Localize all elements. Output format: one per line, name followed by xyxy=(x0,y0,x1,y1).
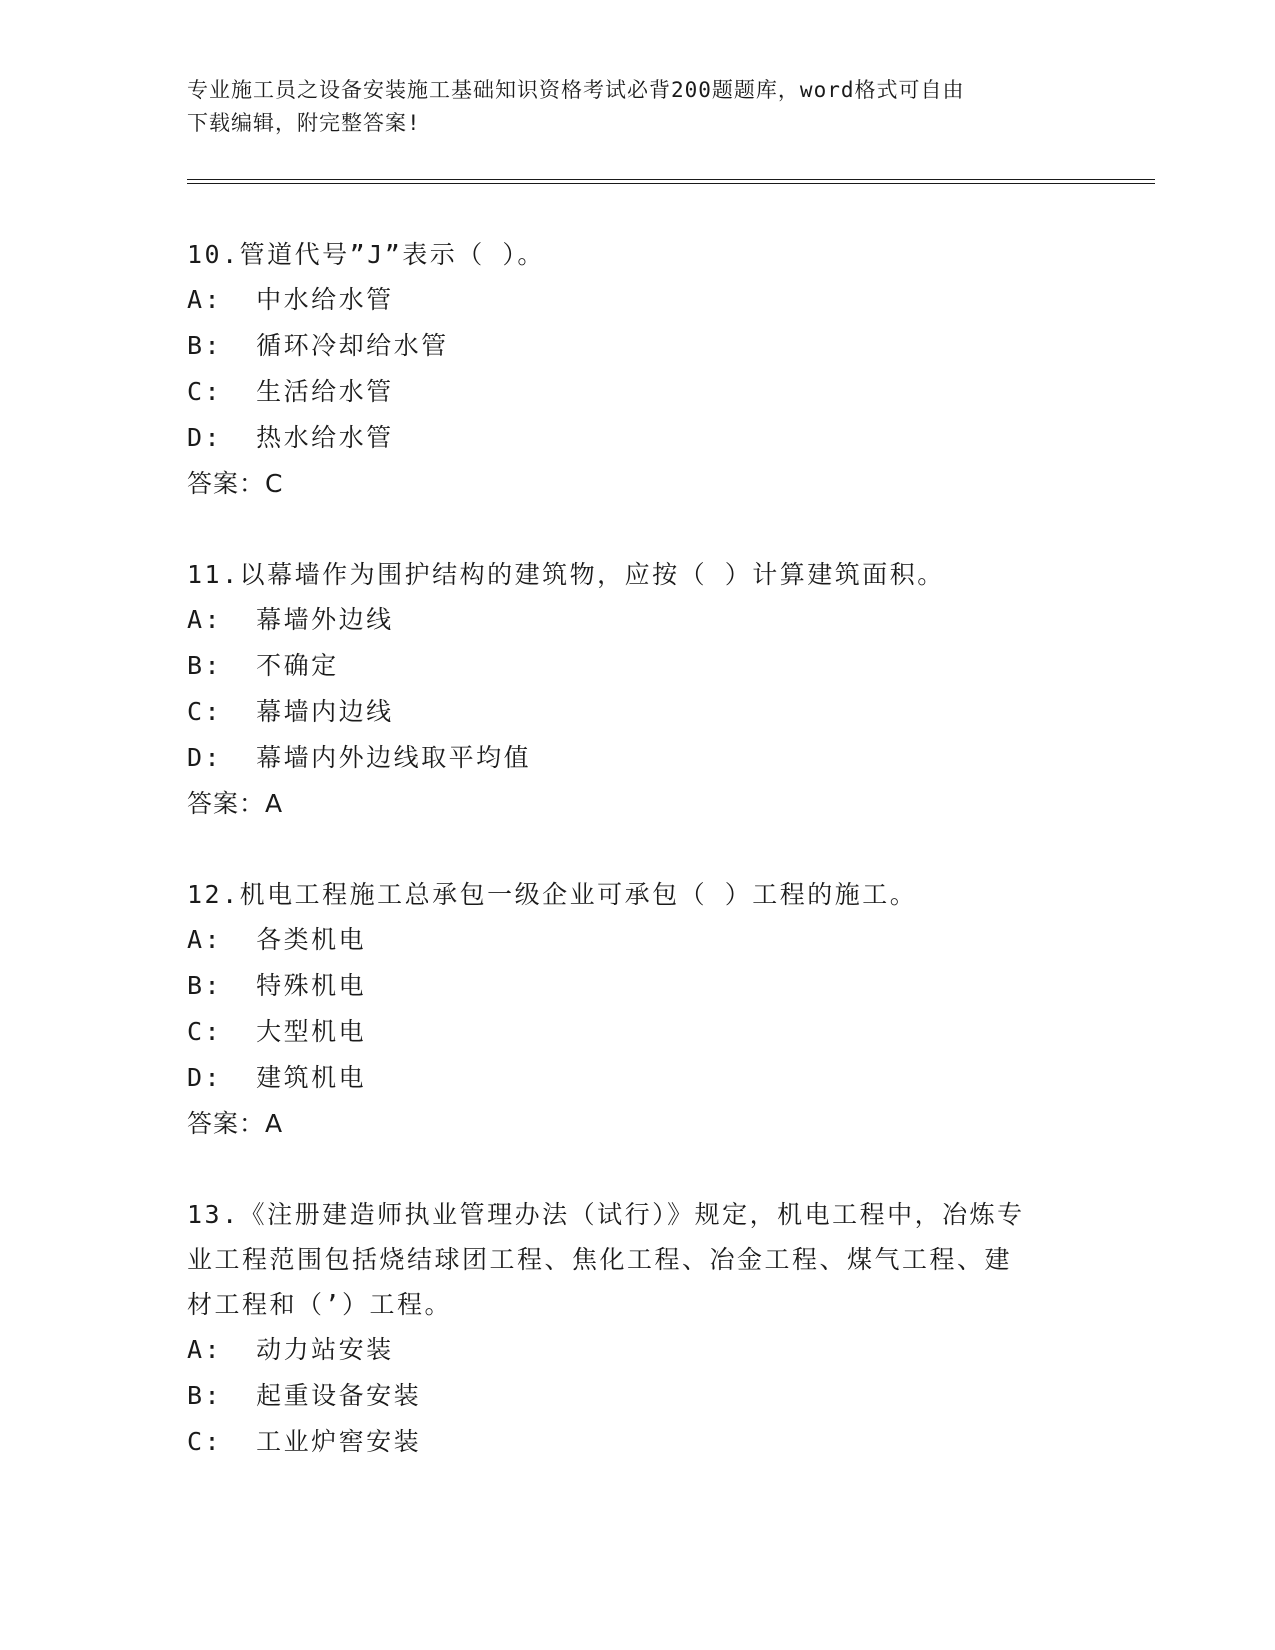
option-text: 循环冷却给水管 xyxy=(256,331,449,360)
option-text: 大型机电 xyxy=(256,1017,367,1046)
question-11 xyxy=(187,552,1087,827)
question-13 xyxy=(187,1192,1087,1465)
option-d xyxy=(187,735,1087,781)
option-text: 各类机电 xyxy=(256,925,367,954)
header-divider-bottom xyxy=(187,183,1155,184)
answer-line: 答案：A xyxy=(187,1109,284,1138)
option-c xyxy=(187,369,1087,415)
option-key: D: xyxy=(187,1063,223,1092)
option-key: C: xyxy=(187,697,223,726)
option-text: 幕墙内边线 xyxy=(256,697,394,726)
option-d xyxy=(187,1055,1087,1101)
option-key: C: xyxy=(187,1427,223,1456)
option-key: B: xyxy=(187,651,223,680)
option-key: C: xyxy=(187,1017,223,1046)
option-b xyxy=(187,963,1087,1009)
document-header xyxy=(187,74,1087,140)
option-a xyxy=(187,1327,1087,1373)
option-text: 生活给水管 xyxy=(256,377,394,406)
option-c xyxy=(187,1419,1087,1465)
option-text: 工业炉窖安装 xyxy=(256,1427,422,1456)
option-key: C: xyxy=(187,377,223,406)
question-stem: 10.管道代号”J”表示（ ）。 xyxy=(187,240,545,269)
option-c xyxy=(187,1009,1087,1055)
option-key: B: xyxy=(187,1381,223,1410)
option-key: A: xyxy=(187,605,223,634)
option-text: 中水给水管 xyxy=(256,285,394,314)
question-stem: 11.以幕墙作为围护结构的建筑物，应按（ ）计算建筑面积。 xyxy=(187,560,945,589)
option-b xyxy=(187,643,1087,689)
option-key: B: xyxy=(187,331,223,360)
option-b xyxy=(187,1373,1087,1419)
question-10 xyxy=(187,232,1087,507)
option-key: A: xyxy=(187,285,223,314)
option-text: 热水给水管 xyxy=(256,423,394,452)
option-text: 起重设备安装 xyxy=(256,1381,422,1410)
option-c xyxy=(187,689,1087,735)
option-key: B: xyxy=(187,971,223,1000)
option-d xyxy=(187,415,1087,461)
option-key: D: xyxy=(187,423,223,452)
option-key: A: xyxy=(187,1335,223,1364)
header-line-2: 下载编辑，附完整答案! xyxy=(187,111,421,135)
option-key: A: xyxy=(187,925,223,954)
header-line-1: 专业施工员之设备安装施工基础知识资格考试必背200题题库，word格式可自由 xyxy=(187,78,965,102)
option-text: 幕墙外边线 xyxy=(256,605,394,634)
option-a xyxy=(187,277,1087,323)
answer-line: 答案：C xyxy=(187,469,284,498)
question-12 xyxy=(187,872,1087,1147)
question-stem-line-2: 业工程范围包括烧结球团工程、焦化工程、冶金工程、煤气工程、建 xyxy=(187,1245,1013,1274)
option-key: D: xyxy=(187,743,223,772)
question-stem: 12.机电工程施工总承包一级企业可承包（ ）工程的施工。 xyxy=(187,880,918,909)
option-text: 建筑机电 xyxy=(256,1063,367,1092)
option-b xyxy=(187,323,1087,369)
option-text: 特殊机电 xyxy=(256,971,367,1000)
option-text: 动力站安装 xyxy=(256,1335,394,1364)
answer-line: 答案：A xyxy=(187,789,284,818)
question-stem-line-3: 材工程和（’）工程。 xyxy=(187,1290,453,1319)
question-stem-line-1: 13.《注册建造师执业管理办法（试行）》规定，机电工程中，冶炼专 xyxy=(187,1200,1025,1229)
option-a xyxy=(187,917,1087,963)
option-text: 幕墙内外边线取平均值 xyxy=(256,743,532,772)
header-divider-top xyxy=(187,179,1155,180)
option-text: 不确定 xyxy=(256,651,339,680)
question-stem xyxy=(187,1192,1087,1327)
option-a xyxy=(187,597,1087,643)
